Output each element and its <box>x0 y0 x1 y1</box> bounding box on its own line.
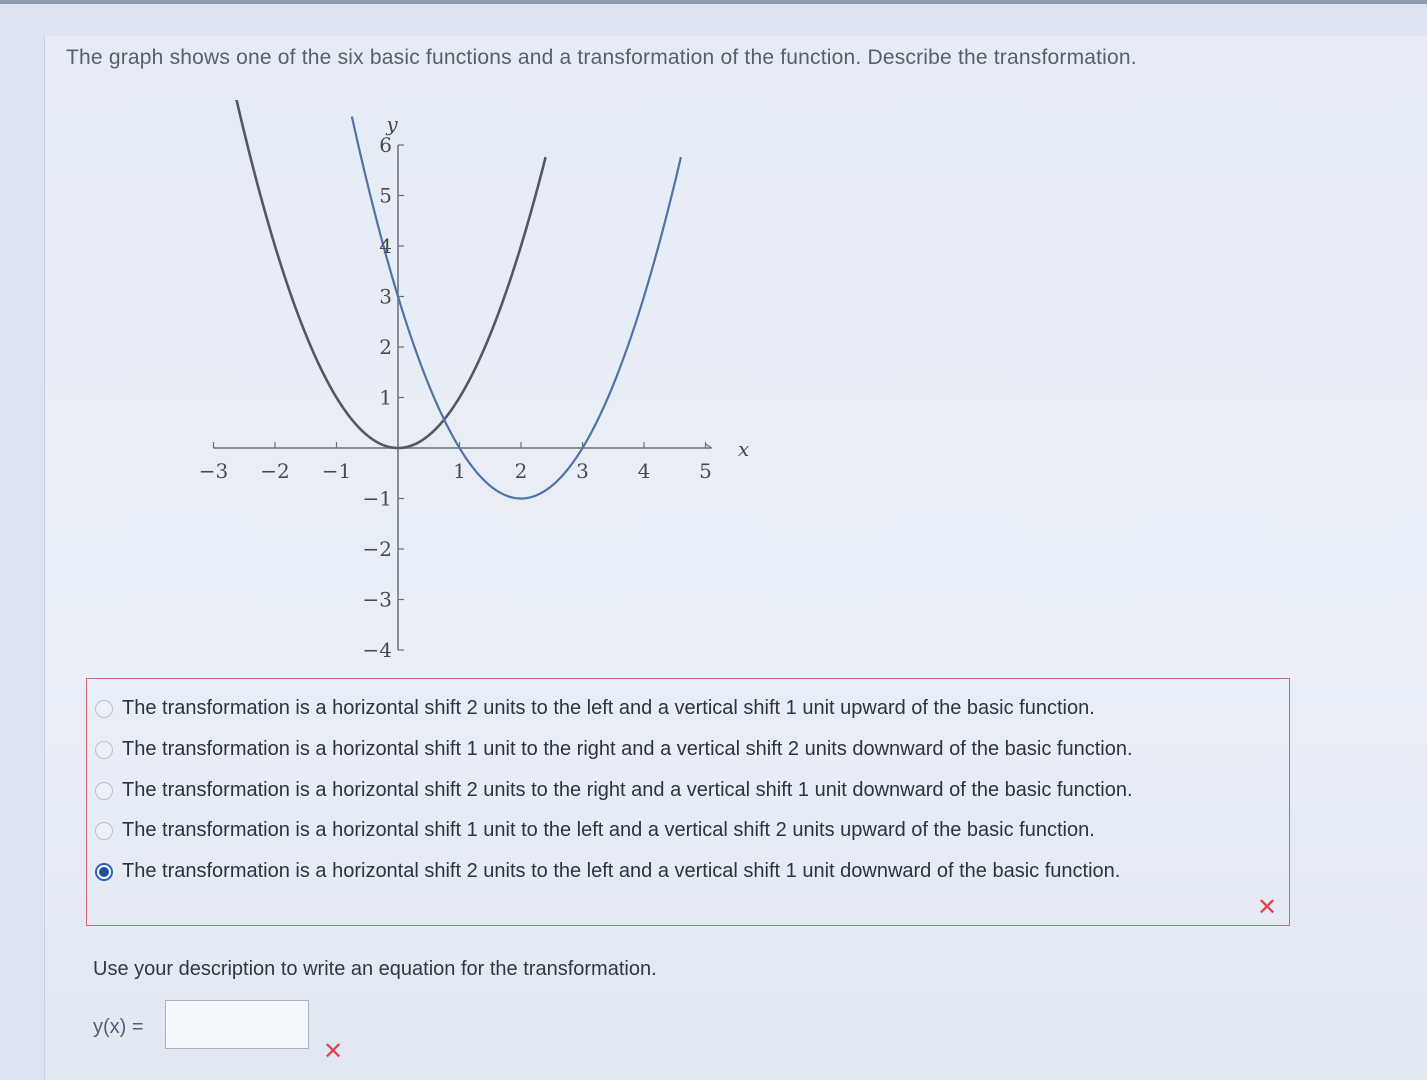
choice-option-3[interactable] <box>95 779 1133 802</box>
radio-button[interactable] <box>95 741 113 759</box>
y-tick-label: 3 <box>379 284 392 309</box>
function-graph <box>180 100 760 670</box>
x-tick-label: 3 <box>576 459 589 483</box>
y-tick-label: −2 <box>362 537 392 561</box>
y-tick-label: 6 <box>379 133 392 157</box>
y-tick-label: −1 <box>362 486 392 511</box>
x-tick-label: −3 <box>198 459 229 483</box>
x-tick-label: −1 <box>321 459 352 483</box>
y-tick-label: −3 <box>362 587 392 612</box>
choice-label: The transformation is a horizontal shift 2 units to the right and a vertical shift 1 unit downward of the basic function. <box>122 779 1133 801</box>
answer-choices <box>86 678 1290 926</box>
top-bar <box>0 0 1427 4</box>
y-tick-label: 4 <box>379 234 392 258</box>
radio-button[interactable] <box>95 700 113 718</box>
x-tick-label: 4 <box>637 459 651 483</box>
choice-option-2[interactable] <box>95 738 1133 761</box>
equation-instruction: Use your description to write an equation for the transformation. <box>93 958 657 980</box>
x-tick-label: 2 <box>514 459 528 483</box>
radio-button[interactable] <box>95 782 113 800</box>
radio-button[interactable] <box>95 822 113 840</box>
choice-label: The transformation is a horizontal shift 1 unit to the right and a vertical shift 2 units downward of the basic function. <box>122 738 1133 760</box>
x-tick-label: 1 <box>453 459 466 483</box>
y-tick-label: −4 <box>362 638 392 662</box>
x-tick-label: 5 <box>699 459 712 483</box>
choice-label: The transformation is a horizontal shift 2 units to the left and a vertical shift 1 unit upward of the basic function. <box>122 697 1095 719</box>
incorrect-icon: ✕ <box>1257 893 1278 921</box>
x-tick-label: −2 <box>260 459 290 483</box>
y-tick-label: 5 <box>379 183 392 208</box>
radio-button-selected[interactable] <box>95 863 113 881</box>
equation-input[interactable] <box>165 1000 309 1049</box>
equation-label: y(x) = <box>93 1016 144 1038</box>
incorrect-icon: ✕ <box>323 1037 344 1065</box>
y-axis-label: y <box>386 112 398 136</box>
choice-option-5[interactable] <box>95 860 1120 883</box>
x-axis-label: x <box>737 437 750 461</box>
choice-option-1[interactable] <box>95 697 1095 720</box>
transformed-function-curve <box>352 117 681 499</box>
choice-label: The transformation is a horizontal shift 2 units to the left and a vertical shift 1 unit downward of the basic function. <box>122 860 1121 882</box>
choice-label: The transformation is a horizontal shift 1 unit to the left and a vertical shift 2 units upward of the basic function. <box>122 819 1095 841</box>
y-tick-label: 1 <box>379 385 392 410</box>
question-prompt: The graph shows one of the six basic functions and a transformation of the function. Describe the transformation. <box>66 46 1137 69</box>
choice-option-4[interactable] <box>95 819 1095 842</box>
y-tick-label: 2 <box>379 335 392 359</box>
